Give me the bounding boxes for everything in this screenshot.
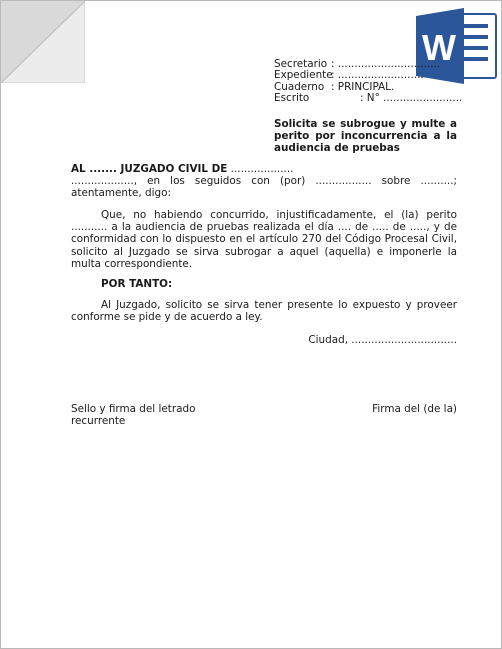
case-header (274, 59, 464, 104)
party-signature: Firma del (de la) (372, 403, 457, 415)
svg-text:W: W (422, 27, 456, 68)
addressee (71, 163, 457, 200)
court-name: AL ....... JUZGADO CIVIL DE (71, 163, 228, 175)
body-paragraph: Que, no habiendo concurrido, injustificadamente, el (la) perito ........... a la audiencia de pruebas realizada el día .... de ..... de ....., y de conformidad con lo dispuesto en el artículo 270 del Código Procesal Civil, solicito al Juzgado se sirva subrogar a aquel (aquella) e imponerle la multa correspondiente. (71, 209, 457, 270)
secretario-label: Secretario (274, 58, 328, 70)
cuaderno-label: Cuaderno (274, 80, 325, 93)
secretario-value: : ............................... (331, 58, 441, 70)
cuaderno-value: : PRINCIPAL. (331, 80, 395, 93)
city-date-line: Ciudad, ................................ (308, 334, 457, 346)
page-fold-icon (1, 1, 85, 83)
closing-paragraph: Al Juzgado, solicito se sirva tener presente lo expuesto y proveer conforme se pide y de acuerdo a ley. (71, 299, 457, 324)
escrito-label: Escrito (274, 91, 310, 104)
expediente-label: Expediente (274, 69, 333, 82)
por-tanto-heading: POR TANTO: (101, 278, 173, 290)
expediente-value: : .......................... (331, 69, 424, 82)
subject-summary: Solicita se subrogue y multe a perito por inconcurrencia a la audiencia de pruebas (274, 118, 457, 154)
escrito-value: : N° ........................ (360, 91, 463, 104)
escrito-row (274, 93, 464, 104)
court-location: ................... (227, 163, 294, 175)
lawyer-signature: Sello y firma del letrado recurrente (71, 403, 196, 428)
addressee-line (71, 163, 457, 175)
case-reference: ..................., en los seguidos con (por) ................. sobre ..........; atentamente, digo: (71, 175, 457, 200)
